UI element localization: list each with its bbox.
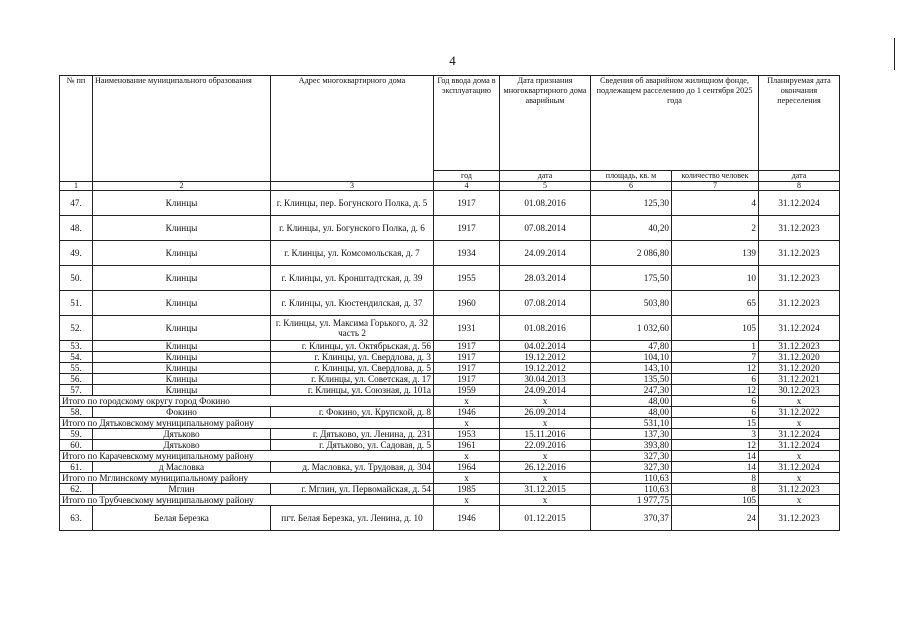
area-sqm: 48,00 — [591, 396, 672, 407]
emergency-date: 19.12.2012 — [500, 352, 591, 363]
people-count: 12 — [672, 385, 759, 396]
emergency-date: 26.12.2016 — [500, 462, 591, 473]
area-sqm: 47,80 — [591, 341, 672, 352]
table-row — [60, 363, 840, 374]
planned-end-date: 31.12.2023 — [759, 484, 840, 495]
planned-end-date: 31.12.2021 — [759, 374, 840, 385]
municipality-name: Клинцы — [93, 241, 271, 266]
table-row — [60, 316, 840, 341]
row-number: 52. — [60, 316, 93, 341]
row-number: 57. — [60, 385, 93, 396]
table-row — [60, 462, 840, 473]
emergency-date: 19.12.2012 — [500, 363, 591, 374]
area-sqm: 40,20 — [591, 216, 672, 241]
year-built: 1946 — [434, 407, 500, 418]
page-number: 4 — [449, 53, 456, 68]
table-row — [60, 352, 840, 363]
year-built: 1917 — [434, 352, 500, 363]
planned-end-date: х — [759, 473, 840, 484]
planned-end-date: 31.12.2023 — [759, 266, 840, 291]
subtotal-label: Итого по Дятьковскому муниципальному району — [60, 418, 434, 429]
column-number: 8 — [759, 182, 840, 191]
subtotal-label: Итого по Мглинскому муниципальному району — [60, 473, 434, 484]
planned-end-date: 31.12.2022 — [759, 407, 840, 418]
year-built: 1959 — [434, 385, 500, 396]
year-built: 1955 — [434, 266, 500, 291]
table-row — [60, 440, 840, 451]
emergency-housing-table — [59, 75, 840, 531]
table-header-row — [60, 76, 840, 171]
municipality-name: Клинцы — [93, 352, 271, 363]
column-number: 2 — [93, 182, 271, 191]
planned-end-date: 31.12.2024 — [759, 316, 840, 341]
unit-people: количество человек — [672, 171, 759, 182]
subtotal-row — [60, 418, 840, 429]
header-no: № пп — [60, 76, 93, 182]
house-address: д. Масловка, ул. Трудовая, д. 304 — [271, 462, 434, 473]
row-number: 60. — [60, 440, 93, 451]
area-sqm: 110,63 — [591, 484, 672, 495]
people-count: 1 — [672, 341, 759, 352]
year-built: 1960 — [434, 291, 500, 316]
year-built: 1953 — [434, 429, 500, 440]
planned-end-date: 31.12.2023 — [759, 506, 840, 531]
house-address: г. Клинцы, ул. Свердлова, д. 3 — [271, 352, 434, 363]
people-count: 105 — [672, 495, 759, 506]
house-address: г. Мглин, ул. Первомайская, д. 54 — [271, 484, 434, 495]
people-count: 6 — [672, 396, 759, 407]
house-address: г. Клинцы, ул. Комсомольская, д. 7 — [271, 241, 434, 266]
emergency-date: 01.12.2015 — [500, 506, 591, 531]
table-row — [60, 291, 840, 316]
table-row — [60, 407, 840, 418]
planned-end-date: 31.12.2023 — [759, 241, 840, 266]
municipality-name: Клинцы — [93, 341, 271, 352]
header-year-built: Год ввода дома в эксплуатацию — [434, 76, 500, 171]
year-built: 1917 — [434, 374, 500, 385]
unit-area: площадь, кв. м — [591, 171, 672, 182]
people-count: 2 — [672, 216, 759, 241]
municipality-name: Белая Березка — [93, 506, 271, 531]
municipality-name: Клинцы — [93, 385, 271, 396]
municipality-name: Клинцы — [93, 291, 271, 316]
emergency-date: 15.11.2016 — [500, 429, 591, 440]
people-count: 65 — [672, 291, 759, 316]
emergency-date: 01.08.2016 — [500, 191, 591, 216]
planned-end-date: 31.12.2020 — [759, 363, 840, 374]
row-number: 50. — [60, 266, 93, 291]
area-sqm: 1 977,75 — [591, 495, 672, 506]
people-count: 10 — [672, 266, 759, 291]
people-count: 12 — [672, 363, 759, 374]
house-address: г. Клинцы, ул. Богунского Полка, д. 6 — [271, 216, 434, 241]
emergency-date: х — [500, 418, 591, 429]
planned-end-date: х — [759, 451, 840, 462]
house-address: г. Клинцы, ул. Союзная, д. 101а — [271, 385, 434, 396]
table-row — [60, 374, 840, 385]
emergency-date: 31.12.2015 — [500, 484, 591, 495]
year-built: 1961 — [434, 440, 500, 451]
municipality-name: Фокино — [93, 407, 271, 418]
people-count: 139 — [672, 241, 759, 266]
row-number: 48. — [60, 216, 93, 241]
table-row — [60, 429, 840, 440]
subtotal-row — [60, 396, 840, 407]
emergency-date: х — [500, 451, 591, 462]
row-number: 63. — [60, 506, 93, 531]
year-built: 1985 — [434, 484, 500, 495]
row-number: 54. — [60, 352, 93, 363]
header-planned-end: Планируемая дата окончания переселения — [759, 76, 840, 171]
column-number-row — [60, 182, 840, 191]
people-count: 24 — [672, 506, 759, 531]
area-sqm: 135,50 — [591, 374, 672, 385]
subtotal-row — [60, 473, 840, 484]
row-number: 62. — [60, 484, 93, 495]
row-number: 51. — [60, 291, 93, 316]
house-address: г. Клинцы, ул. Максима Горького, д. 32 часть 2 — [271, 316, 434, 341]
year-built: 1917 — [434, 363, 500, 374]
table-row — [60, 484, 840, 495]
house-address: г. Клинцы, ул. Кронштадтская, д. 39 — [271, 266, 434, 291]
people-count: 14 — [672, 451, 759, 462]
planned-end-date: х — [759, 495, 840, 506]
column-number: 4 — [434, 182, 500, 191]
house-address: г. Клинцы, ул. Кюстендилская, д. 37 — [271, 291, 434, 316]
people-count: 7 — [672, 352, 759, 363]
unit-end-date: дата — [759, 171, 840, 182]
area-sqm: 175,50 — [591, 266, 672, 291]
planned-end-date: х — [759, 418, 840, 429]
people-count: 8 — [672, 484, 759, 495]
planned-end-date: 30.12.2023 — [759, 385, 840, 396]
municipality-name: Клинцы — [93, 316, 271, 341]
row-number: 56. — [60, 374, 93, 385]
house-address: г. Клинцы, ул. Свердлова, д. 5 — [271, 363, 434, 374]
column-number: 7 — [672, 182, 759, 191]
people-count: 4 — [672, 191, 759, 216]
area-sqm: 125,30 — [591, 191, 672, 216]
emergency-date: 28.03.2014 — [500, 266, 591, 291]
planned-end-date: 31.12.2024 — [759, 191, 840, 216]
emergency-date: 24.09.2014 — [500, 385, 591, 396]
emergency-date: 01.08.2016 — [500, 316, 591, 341]
area-sqm: 104,10 — [591, 352, 672, 363]
year-built: 1917 — [434, 191, 500, 216]
year-built: 1964 — [434, 462, 500, 473]
year-built: х — [434, 418, 500, 429]
people-count: 3 — [672, 429, 759, 440]
column-number: 5 — [500, 182, 591, 191]
house-address: г. Фокино, ул. Крупской, д. 8 — [271, 407, 434, 418]
table-row — [60, 216, 840, 241]
area-sqm: 247,30 — [591, 385, 672, 396]
row-number: 61. — [60, 462, 93, 473]
emergency-date: х — [500, 473, 591, 484]
emergency-date: 24.09.2014 — [500, 241, 591, 266]
table-row — [60, 385, 840, 396]
area-sqm: 48,00 — [591, 407, 672, 418]
header-housing-info: Сведения об аварийном жилищном фонде, подлежащем расселению до 1 сентября 2025 года — [591, 76, 759, 171]
municipality-name: Мглин — [93, 484, 271, 495]
municipality-name: Клинцы — [93, 363, 271, 374]
house-address: г. Клинцы, пер. Богунского Полка, д. 5 — [271, 191, 434, 216]
row-number: 53. — [60, 341, 93, 352]
planned-end-date: 31.12.2020 — [759, 352, 840, 363]
emergency-date: 26.09.2014 — [500, 407, 591, 418]
table-body — [60, 191, 840, 531]
planned-end-date: 31.12.2024 — [759, 440, 840, 451]
area-sqm: 393,80 — [591, 440, 672, 451]
planned-end-date: 31.12.2024 — [759, 429, 840, 440]
row-number: 55. — [60, 363, 93, 374]
row-number: 59. — [60, 429, 93, 440]
header-address: Адрес многоквартирного дома — [271, 76, 434, 182]
subtotal-label: Итого по Карачевскому муниципальному району — [60, 451, 434, 462]
area-sqm: 137,30 — [591, 429, 672, 440]
unit-date: дата — [500, 171, 591, 182]
municipality-name: Клинцы — [93, 216, 271, 241]
people-count: 12 — [672, 440, 759, 451]
year-built: х — [434, 451, 500, 462]
year-built: х — [434, 495, 500, 506]
municipality-name: Дятьково — [93, 429, 271, 440]
emergency-date: х — [500, 396, 591, 407]
table-row — [60, 266, 840, 291]
house-address: г. Дятьково, ул. Садовая, д. 5 — [271, 440, 434, 451]
year-built: х — [434, 396, 500, 407]
area-sqm: 327,30 — [591, 462, 672, 473]
subtotal-row — [60, 451, 840, 462]
area-sqm: 1 032,60 — [591, 316, 672, 341]
people-count: 6 — [672, 407, 759, 418]
people-count: 15 — [672, 418, 759, 429]
year-built: 1946 — [434, 506, 500, 531]
year-built: х — [434, 473, 500, 484]
emergency-date: 22.09.2016 — [500, 440, 591, 451]
house-address: г. Клинцы, ул. Советская, д. 17 — [271, 374, 434, 385]
house-address: г. Дятьково, ул. Ленина, д. 231 — [271, 429, 434, 440]
subtotal-label: Итого по Трубчевскому муниципальному району — [60, 495, 434, 506]
column-number: 6 — [591, 182, 672, 191]
table-row — [60, 191, 840, 216]
header-municipality: Наименование муниципального образования — [93, 76, 271, 182]
emergency-date: х — [500, 495, 591, 506]
planned-end-date: 31.12.2023 — [759, 341, 840, 352]
people-count: 14 — [672, 462, 759, 473]
row-number: 58. — [60, 407, 93, 418]
emergency-date: 04.02.2014 — [500, 341, 591, 352]
emergency-date: 30.04.2013 — [500, 374, 591, 385]
planned-end-date: 31.12.2023 — [759, 216, 840, 241]
table-row — [60, 341, 840, 352]
municipality-name: Клинцы — [93, 191, 271, 216]
planned-end-date: 31.12.2023 — [759, 291, 840, 316]
page-edge-mark — [894, 38, 895, 70]
municipality-name: Дятьково — [93, 440, 271, 451]
municipality-name: д Масловка — [93, 462, 271, 473]
municipality-name: Клинцы — [93, 266, 271, 291]
year-built: 1917 — [434, 341, 500, 352]
planned-end-date: 31.12.2024 — [759, 462, 840, 473]
area-sqm: 327,30 — [591, 451, 672, 462]
municipality-name: Клинцы — [93, 374, 271, 385]
unit-year: год — [434, 171, 500, 182]
emergency-date: 07.08.2014 — [500, 216, 591, 241]
planned-end-date: х — [759, 396, 840, 407]
row-number: 47. — [60, 191, 93, 216]
subtotal-row — [60, 495, 840, 506]
year-built: 1931 — [434, 316, 500, 341]
table-row — [60, 241, 840, 266]
row-number: 49. — [60, 241, 93, 266]
year-built: 1934 — [434, 241, 500, 266]
area-sqm: 143,10 — [591, 363, 672, 374]
people-count: 8 — [672, 473, 759, 484]
people-count: 105 — [672, 316, 759, 341]
subtotal-label: Итого по городскому округу город Фокино — [60, 396, 434, 407]
people-count: 6 — [672, 374, 759, 385]
column-number: 1 — [60, 182, 93, 191]
house-address: г. Клинцы, ул. Октябрьская, д. 56 — [271, 341, 434, 352]
area-sqm: 531,10 — [591, 418, 672, 429]
area-sqm: 2 086,80 — [591, 241, 672, 266]
house-address: пгт. Белая Березка, ул. Ленина, д. 10 — [271, 506, 434, 531]
header-emergency-date: Дата признания многоквартирного дома аварийным — [500, 76, 591, 171]
area-sqm: 110,63 — [591, 473, 672, 484]
area-sqm: 370,37 — [591, 506, 672, 531]
area-sqm: 503,80 — [591, 291, 672, 316]
table-row — [60, 506, 840, 531]
emergency-date: 07.08.2014 — [500, 291, 591, 316]
column-number: 3 — [271, 182, 434, 191]
year-built: 1917 — [434, 216, 500, 241]
